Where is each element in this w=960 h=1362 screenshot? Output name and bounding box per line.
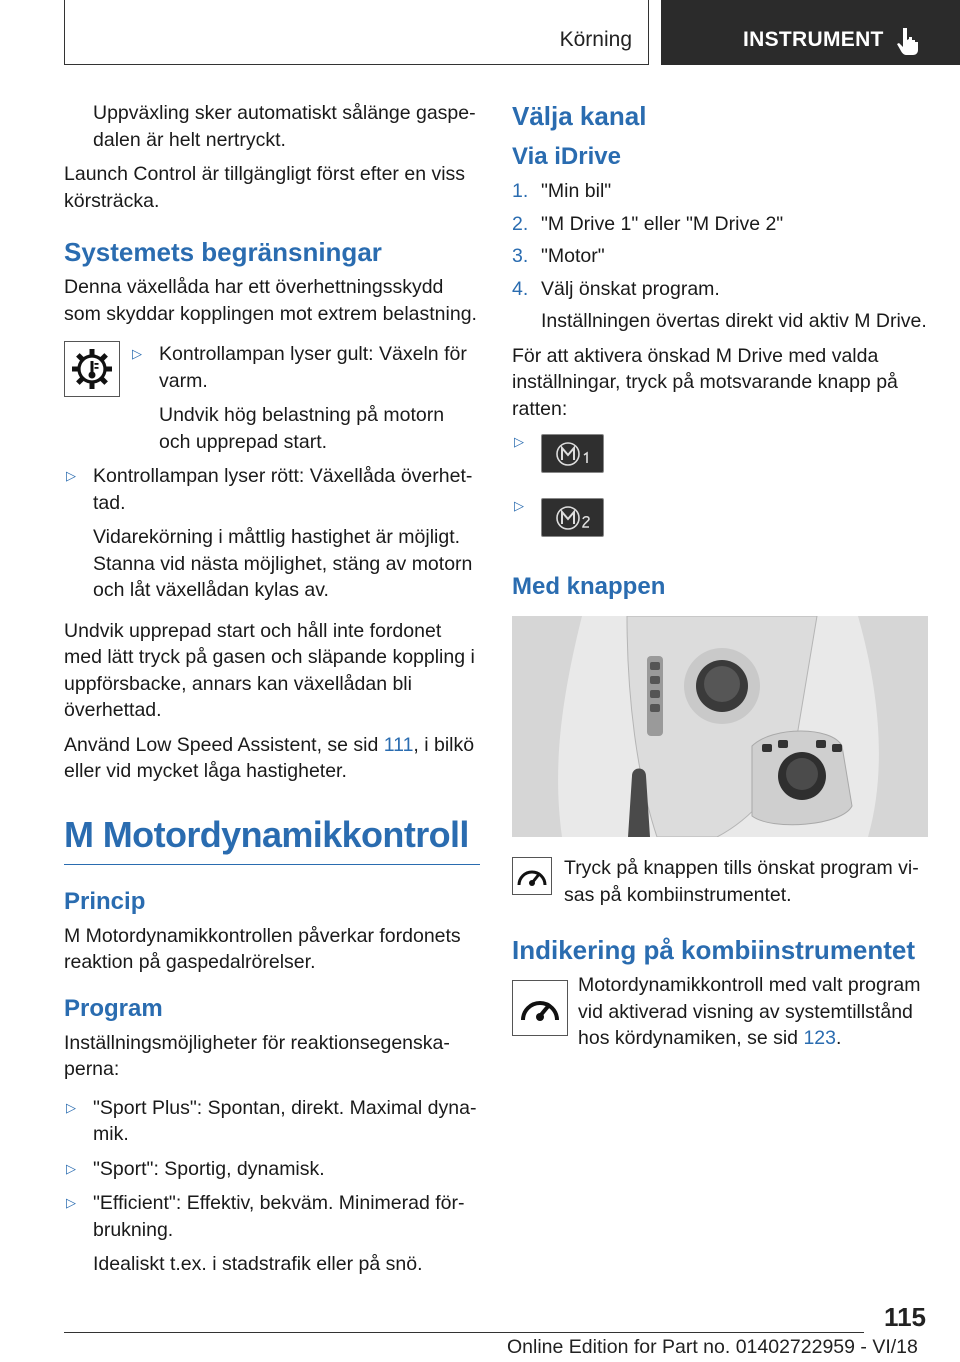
hand-pointer-icon bbox=[895, 26, 921, 56]
step-4: 4. Välj önskat program. bbox=[512, 277, 720, 300]
paragraph-indicator: Motordynamikkontroll med valt program vid aktiverad visning av systemtillstånd hos kördynamiken, se sid 123. bbox=[578, 974, 921, 1049]
step-2: 2. "M Drive 1" eller "M Drive 2" bbox=[512, 212, 784, 235]
bullet-sport-plus: ▷ "Sport Plus": Spontan, direkt. Maximal dynamik. bbox=[66, 1096, 477, 1145]
page-link-111[interactable]: 111 bbox=[383, 733, 414, 756]
page-number: 115 bbox=[884, 1302, 926, 1332]
footer-edition: Online Edition for Part no. 01402722959 - VI/18 bbox=[507, 1336, 918, 1358]
heading-via-idrive: Via iDrive bbox=[512, 143, 621, 170]
bullet-efficient: ▷ "Efficient": Effektiv, bekväm. Minimerad förbrukning. bbox=[66, 1192, 465, 1241]
m1-button-row bbox=[512, 434, 928, 484]
header-section-box bbox=[64, 0, 649, 65]
bullet-yellow-light: ▷ Kontrollampan lyser gult: Växeln för varm. bbox=[132, 343, 467, 392]
button-instruction-block bbox=[512, 855, 928, 908]
step-3: 3. "Motor" bbox=[512, 245, 605, 267]
bullet-triangle-icon: ▷ bbox=[514, 498, 524, 513]
step-4-sub: Inställningen övertas direkt vid aktiv M Drive. bbox=[541, 310, 927, 332]
center-console-photo bbox=[512, 616, 928, 837]
bullet-triangle-icon: ▷ bbox=[66, 468, 76, 483]
bullet-triangle-icon: ▷ bbox=[132, 346, 142, 361]
heading-princip: Princip bbox=[64, 887, 146, 915]
heading-med-knappen: Med knappen bbox=[512, 573, 666, 600]
paragraph-program-intro: Inställningsmöjligheter för reaktionsegenskaperna: bbox=[64, 1031, 450, 1080]
footer-divider bbox=[64, 1332, 864, 1333]
header-chapter-tab bbox=[661, 0, 960, 65]
paragraph-low-speed-assistant: Använd Low Speed Assistent, se sid 111, i bilkö eller vid mycket låga hastigheter. bbox=[64, 733, 475, 782]
step-1: 1. "Min bil" bbox=[512, 180, 612, 202]
bullet-efficient-sub: Idealiskt t.ex. i stadstrafik eller på snö. bbox=[93, 1253, 423, 1275]
heading-system-limits: Systemets begränsningar bbox=[64, 237, 382, 267]
dynamics-gauge-icon bbox=[512, 980, 568, 1036]
paragraph-activate-m-drive: För att aktivera önskad M Drive med valda inställningar, tryck på motsvarande knapp på ratten: bbox=[512, 344, 898, 420]
heading-indikering: Indikering på kombiinstrumentet bbox=[512, 935, 916, 965]
bullet-triangle-icon: ▷ bbox=[514, 434, 524, 449]
header-section-title: Körning bbox=[559, 28, 632, 51]
header-chapter-title: INSTRUMENT bbox=[743, 28, 884, 51]
bullet-red-light-sub: Vidarekörning i måttlig hastighet är möjligt. Stanna vid nästa möjlighet, stäng av motorn och låt växellådan kylas av. bbox=[93, 526, 473, 601]
m1-button-icon bbox=[541, 434, 604, 473]
bullet-yellow-light-sub: Undvik hög belastning på motorn och upprepad start. bbox=[159, 404, 445, 453]
paragraph-princip: M Motordynamikkontrollen påverkar fordonets reaktion på gaspedalrörelser. bbox=[64, 924, 461, 973]
heading-program: Program bbox=[64, 994, 163, 1022]
heading-valja-kanal: Välja kanal bbox=[512, 101, 647, 131]
bullet-sport: ▷ "Sport": Sportig, dynamisk. bbox=[64, 1156, 480, 1183]
paragraph-upshift: Uppväxling sker automatiskt sålänge gaspedalen är helt nertryckt. bbox=[93, 102, 476, 151]
left-column bbox=[64, 100, 480, 1286]
warning-light-block bbox=[64, 341, 480, 455]
indicator-block bbox=[512, 972, 928, 1052]
paragraph-launch-control: Launch Control är tillgängligt först efter en viss körsträcka. bbox=[64, 163, 466, 212]
right-column bbox=[512, 100, 928, 1060]
paragraph-avoid-repeated-start: Undvik upprepad start och håll inte fordonet med lätt tryck på gasen och släpande koppling i uppförsbacke, annars kan växellådan bli överhettad. bbox=[64, 619, 475, 721]
speedometer-button-icon bbox=[512, 857, 552, 895]
page-link-123[interactable]: 123 bbox=[803, 1027, 836, 1049]
bullet-triangle-icon: ▷ bbox=[66, 1195, 76, 1210]
bullet-triangle-icon: ▷ bbox=[66, 1099, 76, 1115]
m2-button-icon bbox=[541, 498, 604, 537]
bullet-triangle-icon: ▷ bbox=[66, 1160, 76, 1176]
bullet-red-light: ▷ Kontrollampan lyser rött: Växellåda överhettad. bbox=[66, 465, 473, 514]
paragraph-overheat-protection: Denna växellåda har ett överhettningsskydd som skyddar kopplingen mot extrem belastning. bbox=[64, 276, 477, 325]
m2-button-row bbox=[512, 498, 928, 548]
paragraph-press-button: Tryck på knappen tills önskat program visas på kombiinstrumentet. bbox=[564, 857, 919, 906]
heading-m-motordynamikkontroll: M Motordynamikkontroll bbox=[64, 813, 480, 865]
gearbox-temperature-icon bbox=[64, 341, 120, 397]
